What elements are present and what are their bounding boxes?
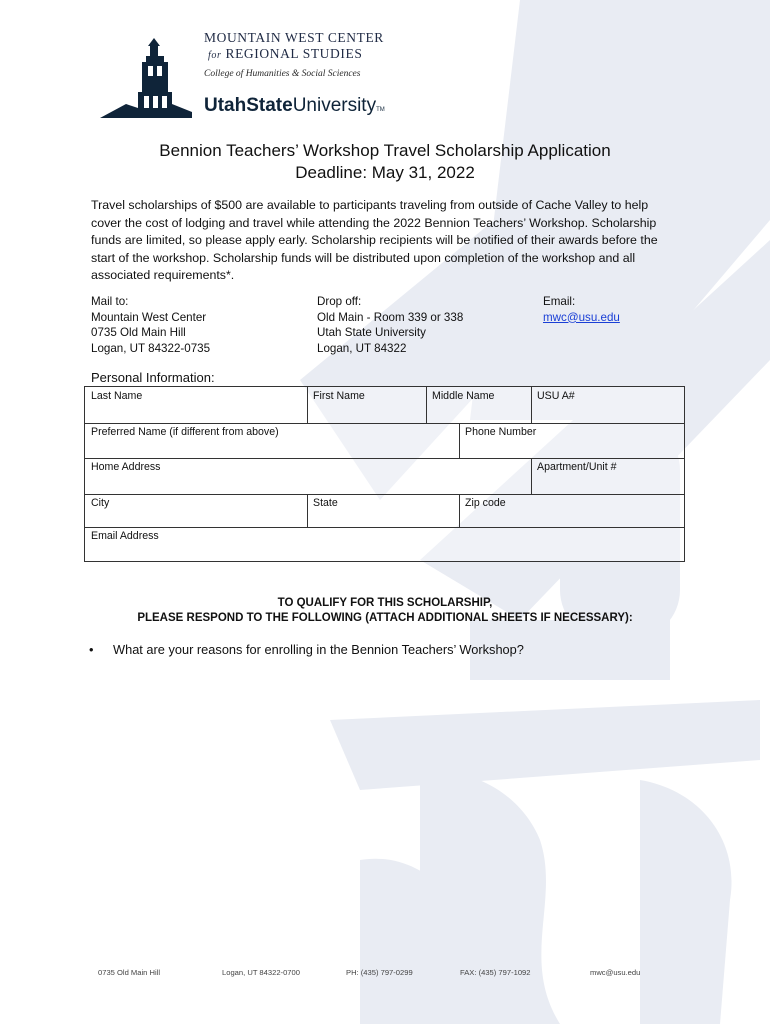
logo-text xyxy=(204,30,385,122)
logo-for: for xyxy=(208,50,222,61)
logo-center-name: MOUNTAIN WEST CENTER xyxy=(204,30,384,45)
logo-regional-studies xyxy=(208,46,385,64)
state-field[interactable]: State xyxy=(313,497,338,509)
logo-university-word: University xyxy=(292,95,377,116)
footer-address: 0735 Old Main Hill xyxy=(98,968,161,977)
qualify-heading xyxy=(0,596,770,626)
logo-university xyxy=(204,94,385,122)
page-title xyxy=(0,140,770,184)
drop-off-block xyxy=(317,294,463,356)
qualify-line1: TO QUALIFY FOR THIS SCHOLARSHIP, xyxy=(277,597,493,609)
mail-line1: Mountain West Center xyxy=(91,310,207,324)
question-text: What are your reasons for enrolling in the Bennion Teachers’ Workshop? xyxy=(113,642,524,657)
email-address-field[interactable]: Email Address xyxy=(91,530,159,542)
mail-line3: Logan, UT 84322-0735 xyxy=(91,341,211,355)
question-item xyxy=(89,642,524,657)
footer-fax: FAX: (435) 797-1092 xyxy=(460,968,531,977)
email-block xyxy=(543,294,620,325)
email-link[interactable]: mwc@usu.edu xyxy=(543,310,620,324)
middle-name-field[interactable]: Middle Name xyxy=(432,390,495,402)
city-field[interactable]: City xyxy=(91,497,110,509)
footer-city: Logan, UT 84322-0700 xyxy=(222,968,300,977)
home-address-field[interactable]: Home Address xyxy=(91,461,161,473)
title-deadline: Deadline: May 31, 2022 xyxy=(295,163,475,182)
personal-info-form xyxy=(84,386,685,562)
logo-college: College of Humanities & Social Sciences xyxy=(204,69,361,79)
zip-code-field[interactable]: Zip code xyxy=(465,497,506,509)
phone-number-field[interactable]: Phone Number xyxy=(465,426,537,438)
qualify-line2: PLEASE RESPOND TO THE FOLLOWING (ATTACH ADDITIONAL SHEETS IF NECESSARY): xyxy=(137,612,633,624)
logo xyxy=(96,30,396,122)
email-label: Email: xyxy=(543,295,576,308)
title-line1: Bennion Teachers’ Workshop Travel Scholarship Application xyxy=(159,141,611,160)
footer-email: mwc@usu.edu xyxy=(590,968,641,977)
mail-line2: 0735 Old Main Hill xyxy=(91,326,186,340)
logo-regional: REGIONAL STUDIES xyxy=(225,46,363,61)
old-main-tower-logo-icon xyxy=(96,34,196,124)
footer-phone: PH: (435) 797-0299 xyxy=(346,968,413,977)
apartment-unit-field[interactable]: Apartment/Unit # xyxy=(537,461,617,473)
drop-label: Drop off: xyxy=(317,295,362,308)
first-name-field[interactable]: First Name xyxy=(313,390,365,402)
logo-utahstate: UtahState xyxy=(204,95,293,116)
drop-line2: Utah State University xyxy=(317,326,426,340)
personal-info-heading: Personal Information: xyxy=(91,370,215,385)
mail-to-block xyxy=(91,294,210,356)
usu-id-field[interactable]: USU A# xyxy=(537,390,575,402)
preferred-name-field[interactable]: Preferred Name (if different from above) xyxy=(91,426,279,438)
intro-paragraph: Travel scholarships of $500 are available to participants traveling from outside of Cache Valley to help cover the cost of lodging and travel while attending the 2022 Bennion Teachers’ Workshop. Scholarship funds are limited, so please apply early. Scholarship recipients will be notified of their awards before the start of the workshop. Scholarship funds will be distributed upon completion of the workshop and all associated requirements*. xyxy=(91,198,658,282)
last-name-field[interactable]: Last Name xyxy=(91,390,143,402)
logo-trademark: TM xyxy=(376,107,385,113)
drop-line3: Logan, UT 84322 xyxy=(317,341,407,355)
drop-line1: Old Main - Room 339 or 338 xyxy=(317,310,464,324)
bullet: • xyxy=(89,642,94,657)
mail-label: Mail to: xyxy=(91,295,129,308)
